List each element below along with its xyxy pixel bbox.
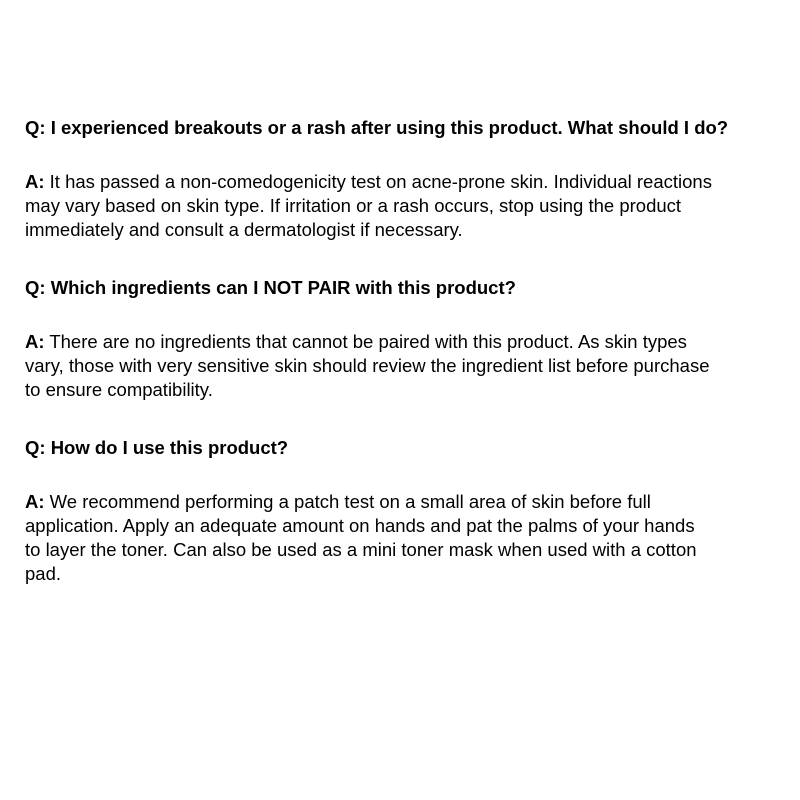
faq-section xyxy=(25,116,790,620)
faq-question: Q: I experienced breakouts or a rash after using this product. What should I do? xyxy=(25,117,729,138)
faq-item xyxy=(25,276,790,402)
faq-answer xyxy=(25,330,790,402)
faq-answer xyxy=(25,490,790,586)
faq-answer-line: vary, those with very sensitive skin should review the ingredient list before purchase xyxy=(25,355,710,376)
faq-answer-line: to ensure compatibility. xyxy=(25,379,213,400)
faq-answer xyxy=(25,170,790,242)
faq-answer-text: It has passed a non-comedogenicity test on acne-prone skin. Individual reactions xyxy=(44,171,712,192)
faq-answer-line: pad. xyxy=(25,563,62,584)
faq-question: Q: How do I use this product? xyxy=(25,437,289,458)
faq-answer-line xyxy=(25,170,790,194)
faq-item xyxy=(25,116,790,242)
answer-prefix: A: xyxy=(25,491,45,512)
faq-answer-line: to layer the toner. Can also be used as a mini toner mask when used with a cotton xyxy=(25,539,697,560)
faq-answer-text: There are no ingredients that cannot be paired with this product. As skin types xyxy=(44,331,687,352)
faq-answer-line xyxy=(25,330,790,354)
faq-question: Q: Which ingredients can I NOT PAIR with this product? xyxy=(25,277,516,298)
faq-item xyxy=(25,436,790,586)
faq-answer-line: application. Apply an adequate amount on hands and pat the palms of your hands xyxy=(25,515,695,536)
faq-answer-line: immediately and consult a dermatologist if necessary. xyxy=(25,219,463,240)
faq-answer-line: may vary based on skin type. If irritation or a rash occurs, stop using the product xyxy=(25,195,682,216)
faq-answer-text: We recommend performing a patch test on a small area of skin before full xyxy=(44,491,651,512)
faq-answer-line xyxy=(25,490,790,514)
answer-prefix: A: xyxy=(25,331,45,352)
answer-prefix: A: xyxy=(25,171,45,192)
